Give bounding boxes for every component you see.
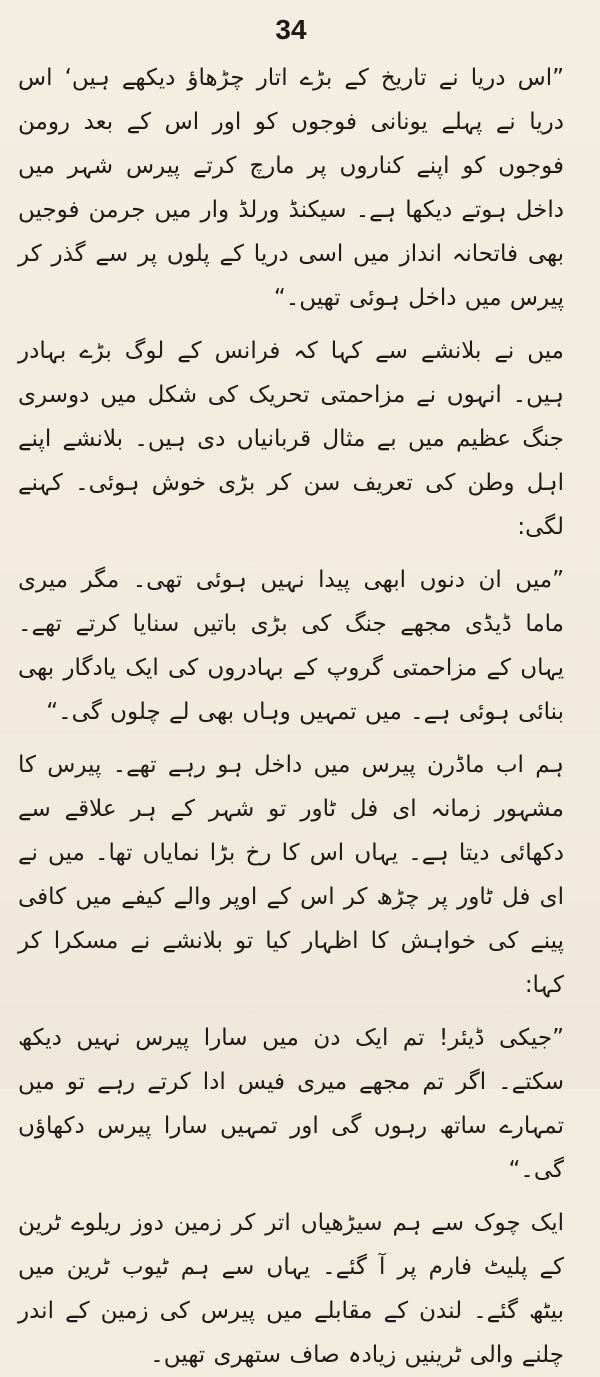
paragraph: میں نے بلانشے سے کہا کہ فرانس کے لوگ بڑے بہادر ہیں۔ انہوں نے مزاحمتی تحریک کی شکل میں دوسری جنگ عظیم میں بے مثال قربانیاں دی ہیں۔ بلانشے اپنے اہل وطن کی تعریف سن کر بڑی خوش ہوئی۔ کہنے لگی: xyxy=(18,338,564,540)
paragraph: ایک چوک سے ہم سیڑھیاں اتر کر زمین دوز ریلوے ٹرین کے پلیٹ فارم پر آ گئے۔ یہاں سے ہم ٹیوب ٹرین میں بیٹھ گئے۔ لندن کے مقابلے میں پیرس کی زمین کے اندر چلنے والی ٹرینیں زیادہ صاف ستھری تھیں۔ xyxy=(18,1210,564,1368)
urdu-text-block xyxy=(18,56,564,1377)
paragraph: ہم اب ماڈرن پیرس میں داخل ہو رہے تھے۔ پیرس کا مشہور زمانہ ای فل ٹاور تو شہر کے ہر علاقے سے دکھائی دیتا ہے۔ یہاں اس کا رخ بڑا نمایاں تھا۔ میں نے ای فل ٹاور پر چڑھ کر اس کے اوپر والے کیفے میں کافی پینے کی خواہش کا اظہار کیا تو بلانشے نے مسکرا کر کہا: xyxy=(18,752,564,998)
page-number: 34 xyxy=(275,14,307,45)
paragraph: ”اس دریا نے تاریخ کے بڑے اتار چڑھاؤ دیکھے ہیں‘ اس دریا نے پہلے یونانی فوجوں کو اور اس کے بعد رومن فوجوں کو اپنے کناروں پر مارچ کرتے پیرس شہر میں داخل ہوتے دیکھا ہے۔ سیکنڈ ورلڈ وار میں جرمن فوجیں بھی فاتحانہ انداز میں اسی دریا کے پلوں پر سے گذر کر پیرس میں داخل ہوئی تھیں۔“ xyxy=(18,65,564,311)
paragraph: ”جیکی ڈیئر! تم ایک دن میں سارا پیرس نہیں دیکھ سکتے۔ اگر تم مجھے میری فیس ادا کرتے رہے تو میں تمہارے ساتھ رہوں گی اور تمہیں سارا پیرس دکھاؤں گی۔“ xyxy=(18,1025,564,1183)
paragraph: ”میں ان دنوں ابھی پیدا نہیں ہوئی تھی۔ مگر میری ماما ڈیڈی مجھے جنگ کی بڑی باتیں سنایا کرتے تھے۔ یہاں کے مزاحمتی گروپ کے بہادروں کی ایک یادگار بھی بنائی ہوئی ہے۔ میں تمہیں وہاں بھی لے چلوں گی۔“ xyxy=(18,567,564,725)
